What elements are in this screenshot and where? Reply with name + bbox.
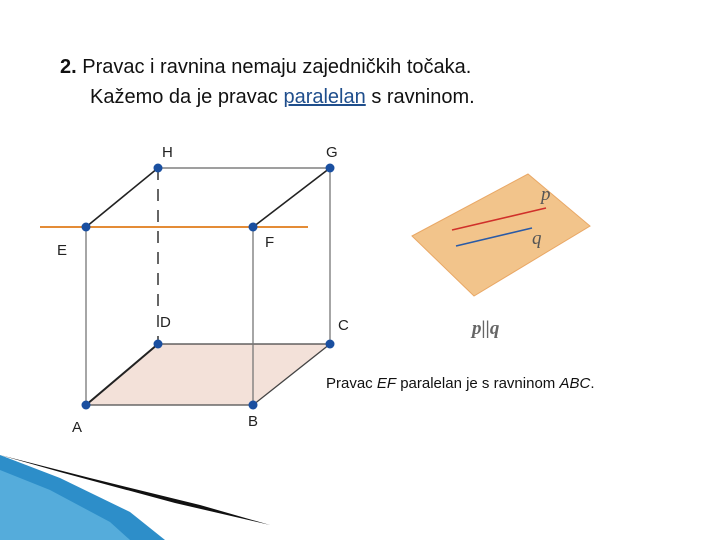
heading-line-2-after: s ravninom. [371, 86, 475, 108]
point-h [154, 164, 163, 173]
point-a [82, 401, 91, 410]
label-h: H [162, 144, 173, 161]
caption [326, 375, 594, 392]
label-p: p [541, 184, 551, 205]
point-e [82, 223, 91, 232]
label-f: F [265, 234, 275, 251]
heading-line-1-text: Pravac i ravnina nemaju zajedničkih točaka. [82, 56, 472, 78]
label-g: G [326, 144, 338, 161]
point-f [249, 223, 258, 232]
caption-middle: paralelan je s ravninom [400, 375, 556, 392]
label-b: B [248, 413, 259, 430]
plane-figure [412, 174, 590, 339]
edge-eh [86, 168, 158, 227]
item-number: 2. [60, 56, 77, 78]
label-e: E [57, 242, 68, 259]
caption-plane-name: ABC [559, 375, 591, 392]
point-d [154, 340, 163, 349]
point-b [249, 401, 258, 410]
point-c [326, 340, 335, 349]
corner-decoration [0, 455, 270, 540]
edge-fg [253, 168, 330, 227]
label-a: A [72, 419, 83, 436]
parallel-relation: p||q [472, 318, 500, 339]
caption-line-name: EF [376, 375, 397, 392]
label-d: D [160, 314, 171, 331]
point-g [326, 164, 335, 173]
label-q: q [532, 228, 542, 249]
label-c: C [338, 317, 349, 334]
caption-prefix: Pravac [326, 375, 373, 392]
heading-line-2-before: Kažemo da je pravac [90, 86, 278, 108]
keyword-paralelan: paralelan [283, 86, 366, 108]
caption-suffix: . [590, 375, 595, 392]
